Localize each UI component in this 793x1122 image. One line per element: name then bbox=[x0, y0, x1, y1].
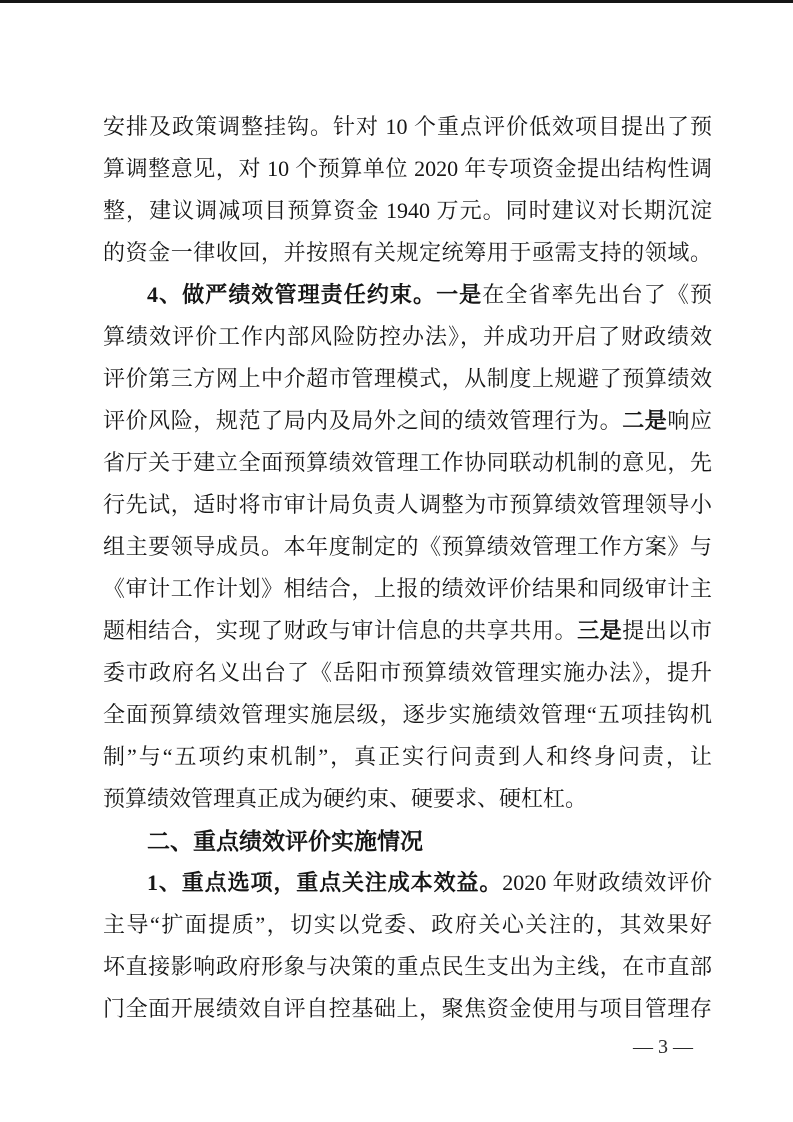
text-line bbox=[103, 316, 712, 358]
text-line bbox=[103, 442, 712, 484]
body-text: 提出以市 bbox=[622, 618, 712, 643]
body-text: 组主要领导成员。本年度制定的《预算绩效管理工作方案》与 bbox=[103, 534, 712, 559]
text-line bbox=[103, 232, 712, 274]
body-text: 坏直接影响政府形象与决策的重点民生支出为主线，在市直部 bbox=[103, 954, 712, 979]
text-line bbox=[103, 610, 712, 652]
text-line bbox=[103, 736, 712, 778]
body-text: 《审计工作计划》相结合，上报的绩效评价结果和同级审计主 bbox=[103, 576, 712, 601]
body-text: 算调整意见，对 10 个预算单位 2020 年专项资金提出结构性调 bbox=[103, 156, 712, 181]
emphasis-text: 4、做严绩效管理责任约束。 bbox=[147, 282, 437, 307]
body-text: 委市政府名义出台了《岳阳市预算绩效管理实施办法》，提升 bbox=[103, 660, 712, 685]
emphasis-text: 二、重点绩效评价实施情况 bbox=[147, 828, 423, 854]
body-text: 在全省率先出台了《预 bbox=[482, 282, 712, 307]
emphasis-text: 三是 bbox=[577, 618, 623, 643]
text-line bbox=[103, 694, 712, 736]
emphasis-text: 1、重点选项，重点关注成本效益。 bbox=[147, 870, 503, 895]
body-text: 行先试，适时将市审计局负责人调整为市预算绩效管理领导小 bbox=[103, 492, 712, 517]
body-text: 制”与“五项约束机制”，真正实行问责到人和终身问责，让 bbox=[103, 744, 712, 769]
text-line bbox=[103, 274, 712, 316]
text-line bbox=[103, 904, 712, 946]
text-line bbox=[103, 190, 712, 232]
body-text: 评价第三方网上中介超市管理模式，从制度上规避了预算绩效 bbox=[103, 366, 712, 391]
body-text: 的资金一律收回，并按照有关规定统筹用于亟需支持的领域。 bbox=[103, 240, 712, 265]
body-text: 安排及政策调整挂钩。针对 10 个重点评价低效项目提出了预 bbox=[103, 114, 712, 139]
document-body bbox=[103, 106, 712, 1030]
page-number: — 3 — bbox=[633, 1036, 693, 1058]
body-text: 题相结合，实现了财政与审计信息的共享共用。 bbox=[103, 618, 578, 643]
body-text: 全面预算绩效管理实施层级，逐步实施绩效管理“五项挂钩机 bbox=[103, 702, 712, 727]
text-line bbox=[103, 568, 712, 610]
page-footer bbox=[633, 1032, 693, 1062]
body-text: 算绩效评价工作内部风险防控办法》，并成功开启了财政绩效 bbox=[103, 324, 712, 349]
body-text: 2020 年财政绩效评价 bbox=[502, 870, 712, 895]
text-line bbox=[103, 988, 712, 1030]
body-text: 评价风险，规范了局内及局外之间的绩效管理行为。 bbox=[103, 408, 623, 433]
body-text: 主导“扩面提质”，切实以党委、政府关心关注的，其效果好 bbox=[103, 912, 712, 937]
text-line bbox=[103, 652, 712, 694]
text-line bbox=[103, 778, 712, 820]
body-text: 省厅关于建立全面预算绩效管理工作协同联动机制的意见，先 bbox=[103, 450, 712, 475]
text-line bbox=[103, 106, 712, 148]
section-heading bbox=[103, 820, 712, 862]
text-line bbox=[103, 946, 712, 988]
body-text: 门全面开展绩效自评自控基础上，聚焦资金使用与项目管理存 bbox=[103, 996, 712, 1021]
text-line bbox=[103, 148, 712, 190]
emphasis-text: 一是 bbox=[436, 282, 483, 307]
text-line bbox=[103, 862, 712, 904]
text-line bbox=[103, 358, 712, 400]
emphasis-text: 二是 bbox=[622, 408, 668, 433]
page-top-edge-line bbox=[0, 0, 793, 3]
body-text: 响应 bbox=[667, 408, 712, 433]
text-line bbox=[103, 400, 712, 442]
body-text: 整，建议调减项目预算资金 1940 万元。同时建议对长期沉淀 bbox=[103, 198, 712, 223]
body-text: 预算绩效管理真正成为硬约束、硬要求、硬杠杠。 bbox=[103, 786, 588, 811]
text-line bbox=[103, 484, 712, 526]
text-line bbox=[103, 526, 712, 568]
